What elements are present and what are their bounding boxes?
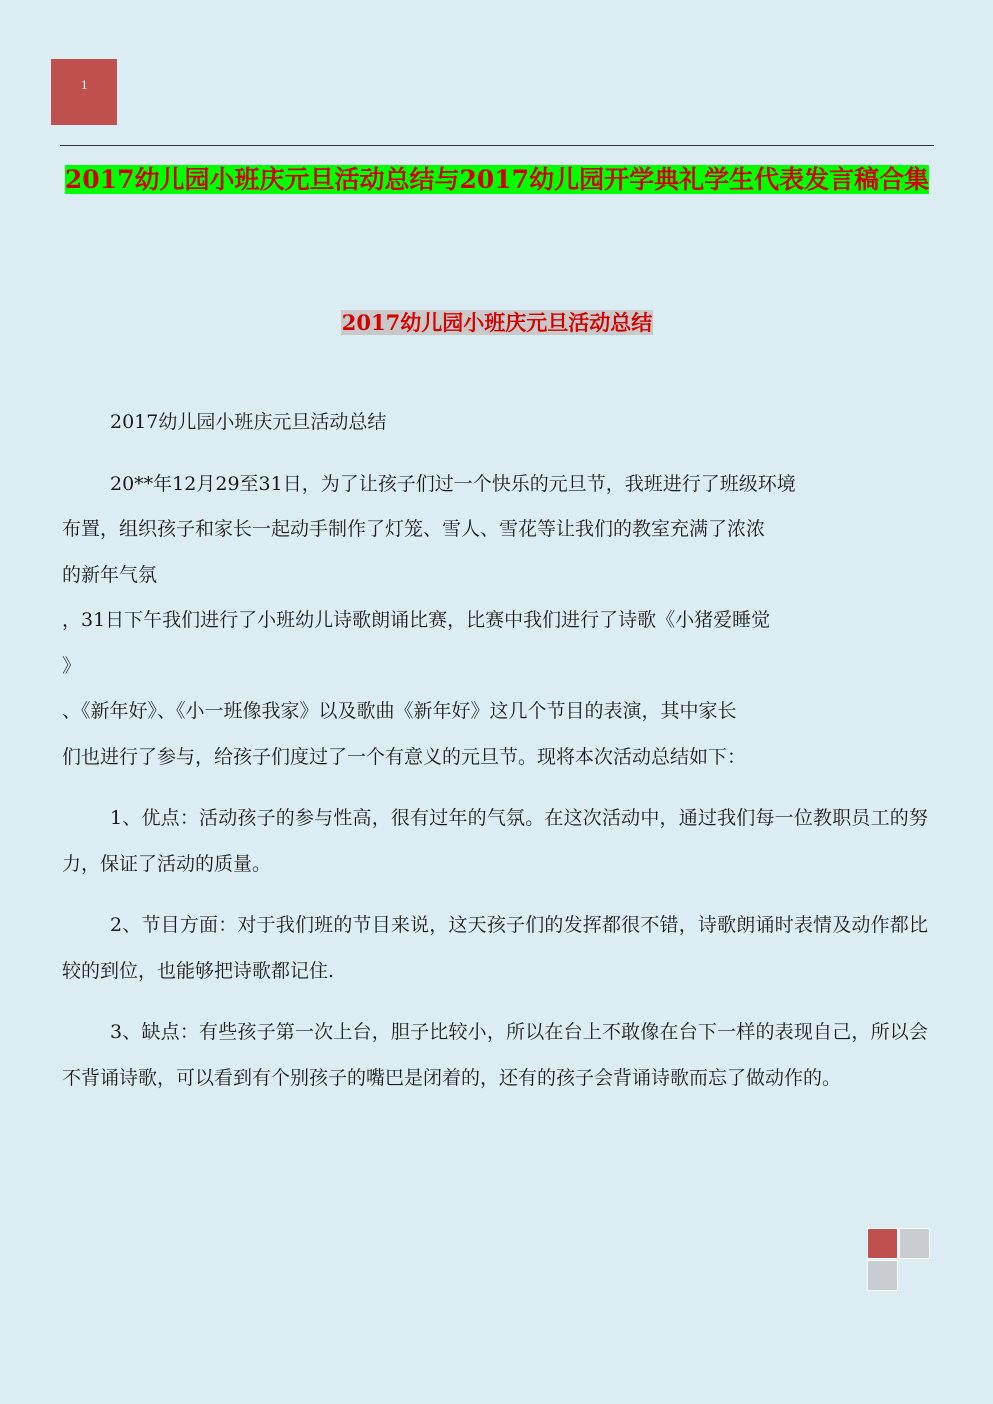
paragraph-gap xyxy=(62,994,928,1010)
document-title-text: 2017幼儿园小班庆元旦活动总结与2017幼儿园开学典礼学生代表发言稿合集 xyxy=(64,165,930,194)
paragraph-gap xyxy=(62,780,928,796)
decor-square-grey xyxy=(867,1260,898,1291)
decor-square-red xyxy=(867,1228,898,1259)
corner-decoration xyxy=(867,1228,933,1294)
page-number-badge xyxy=(51,59,117,125)
body-paragraph-line: 布置，组织孩子和家长一起动手制作了灯笼、雪人、雪花等让我们的教室充满了浓浓 xyxy=(62,518,766,540)
body-paragraph-weaknesses: 3、缺点：有些孩子第一次上台，胆子比较小，所以在台上不敢像在台下一样的表现自己，所以会不背诵诗歌，可以看到有个别孩子的嘴巴是闭着的，还有的孩子会背诵诗歌而忘了做动作的。 xyxy=(62,1021,928,1089)
document-title xyxy=(60,162,934,198)
body-paragraph-line: 的新年气氛 xyxy=(62,563,158,586)
body-paragraph-strengths: 1、优点：活动孩子的参与性高，很有过年的气氛。在这次活动中，通过我们每一位教职员工的努力，保证了活动的质量。 xyxy=(62,807,928,875)
body-paragraph-line: 们也进行了参与，给孩子们度过了一个有意义的元旦节。现将本次活动总结如下： xyxy=(62,745,747,768)
page-number: 1 xyxy=(81,77,88,92)
body-paragraph-heading: 2017幼儿园小班庆元旦活动总结 xyxy=(110,411,387,433)
body-paragraph-line: ，31日下午我们进行了小班幼儿诗歌朗诵比赛，比赛中我们进行了诗歌《小猪爱睡觉 xyxy=(62,609,771,631)
header-divider xyxy=(60,145,934,146)
decor-square-grey xyxy=(899,1228,930,1259)
body-paragraph-line: 、《新年好》、《小一班像我家》以及歌曲《新年好》这几个节目的表演，其中家长 xyxy=(62,700,737,722)
body-paragraph-line: 20**年12月29至31日，为了让孩子们过一个快乐的元旦节，我班进行了班级环境 xyxy=(110,472,796,495)
body-paragraph-program: 2、节目方面：对于我们班的节目来说，这天孩子们的发挥都很不错，诗歌朗诵时表情及动作都比较的到位，也能够把诗歌都记住. xyxy=(62,914,928,982)
paragraph-gap xyxy=(62,446,928,462)
body-paragraph-line: 》 xyxy=(62,654,82,677)
paragraph-gap xyxy=(62,887,928,903)
document-body xyxy=(62,400,928,1101)
section-title xyxy=(60,306,934,340)
section-title-text: 2017幼儿园小班庆元旦活动总结 xyxy=(341,310,653,335)
